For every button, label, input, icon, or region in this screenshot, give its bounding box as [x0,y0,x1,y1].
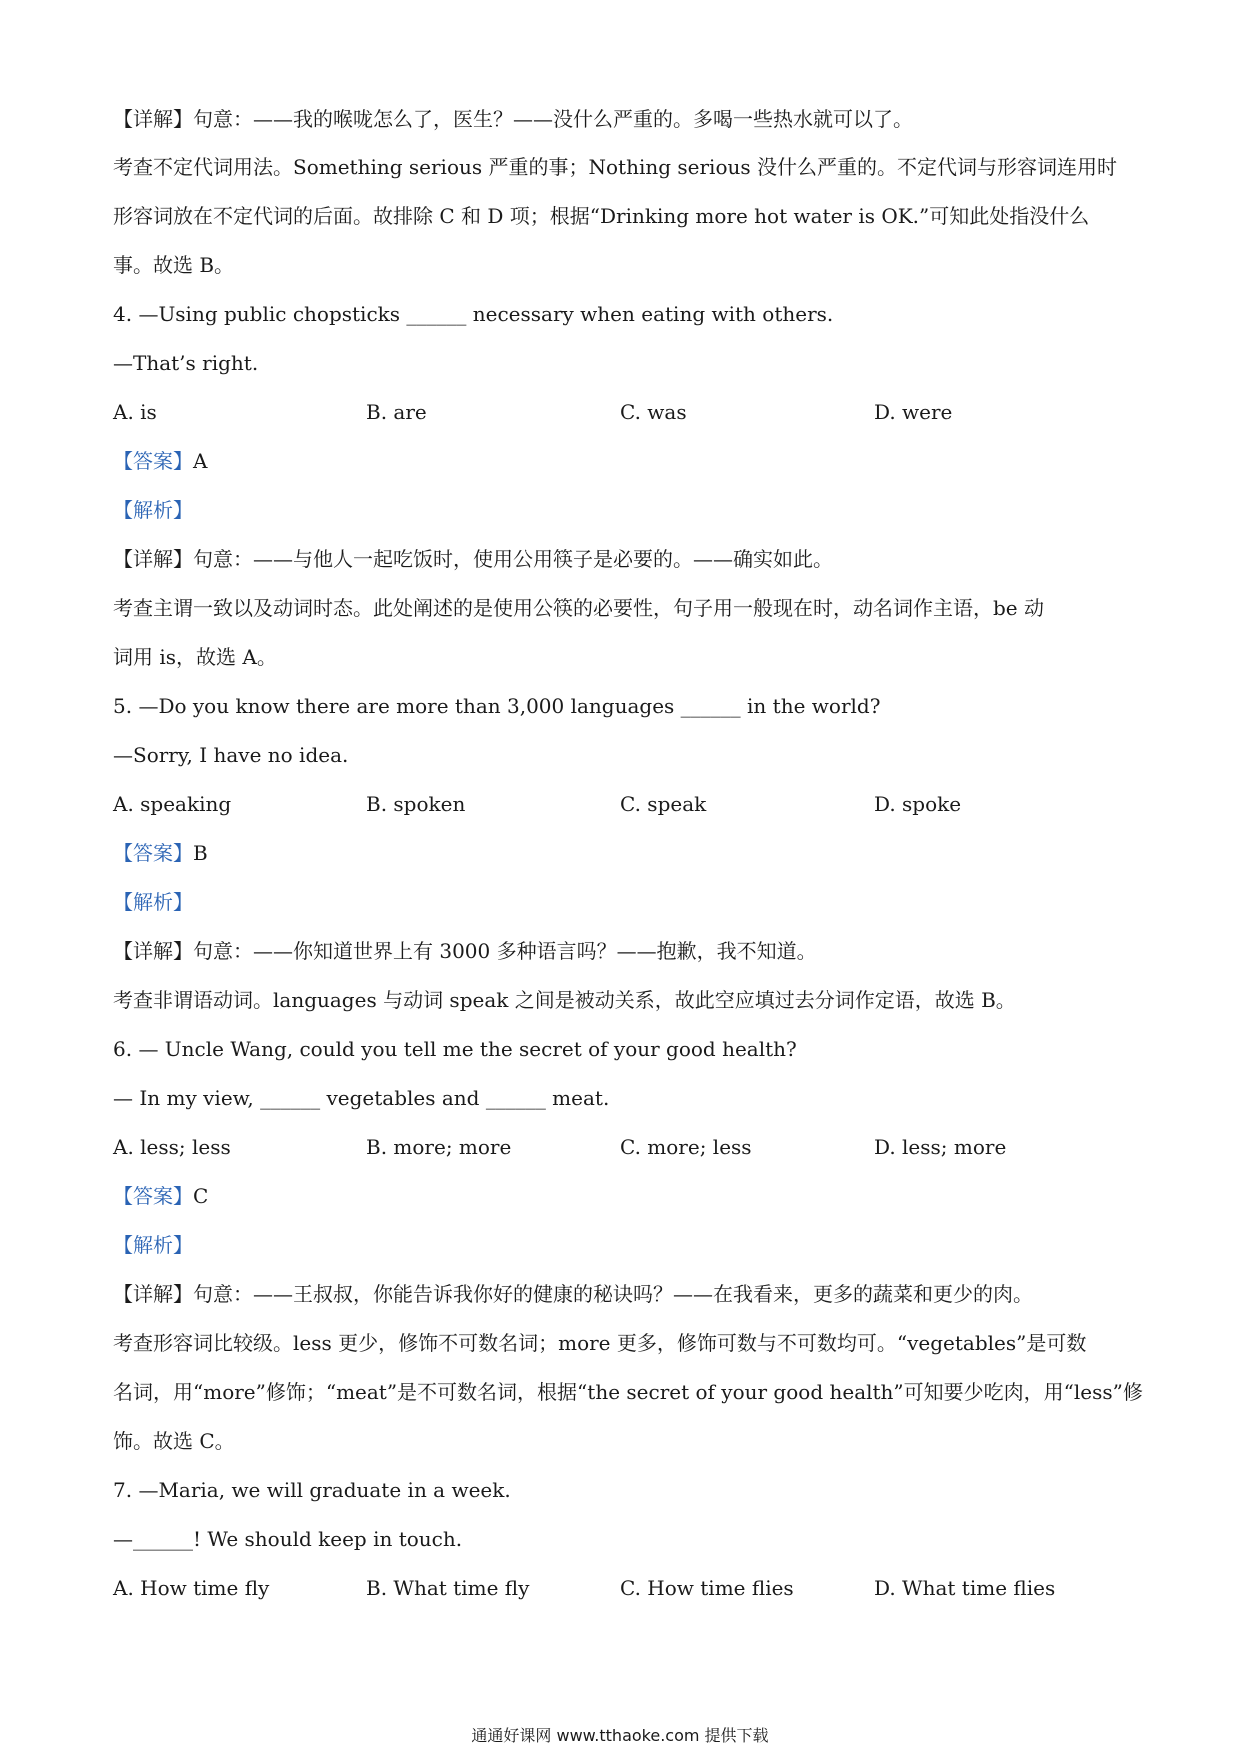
option-c: C. speak [620,792,707,816]
q6-options [113,1133,1113,1161]
answer-value: B [193,841,208,865]
answer-label: 【答案】 [113,449,193,473]
q5-analysis-line1: 考查非谓语动词。languages 与动词 speak 之间是被动关系，故此空应填过去分词作定语，故选 B。 [113,988,1016,1012]
answer-value: C [193,1184,209,1208]
q4-reply: —That’s right. [113,351,259,375]
option-d: D. What time flies [874,1576,1056,1600]
q4-analysis-line1: 考查主谓一致以及动词时态。此处阐述的是使用公筷的必要性，句子用一般现在时，动名词作主语，be 动 [113,596,1044,620]
q5-options [113,790,1113,818]
q7-reply: —______! We should keep in touch. [113,1527,463,1551]
q6-answer [113,1182,1140,1210]
q5-question: 5. —Do you know there are more than 3,000 languages ______ in the world? [113,694,881,718]
q7-question: 7. —Maria, we will graduate in a week. [113,1478,511,1502]
answer-value: A [193,449,208,473]
option-c: C. How time flies [620,1576,794,1600]
detail-text: 句意：——王叔叔，你能告诉我你好的健康的秘诀吗？——在我看来，更多的蔬菜和更少的肉。 [193,1282,1033,1306]
option-d: D. less; more [874,1135,1007,1159]
option-b: B. are [366,400,427,424]
q4-options [113,398,1113,426]
q5-reply: —Sorry, I have no idea. [113,743,349,767]
q6-analysis-line2: 名词，用“more”修饰；“meat”是不可数名词，根据“the secret of your good health”可知要少吃肉，用“less”修 [113,1380,1143,1404]
q6-analysis-line1: 考查形容词比较级。less 更少，修饰不可数名词；more 更多，修饰可数与不可数均可。“vegetables”是可数 [113,1331,1087,1355]
option-b: B. spoken [366,792,466,816]
option-a: A. less; less [113,1135,231,1159]
option-a: A. speaking [113,792,232,816]
detail-label: 【详解】 [113,107,193,131]
q4-answer [113,447,1140,475]
q4-question: 4. —Using public chopsticks ______ necessary when eating with others. [113,302,834,326]
detail-text: 句意：——与他人一起吃饭时，使用公用筷子是必要的。——确实如此。 [193,547,833,571]
option-c: C. more; less [620,1135,752,1159]
option-a: A. is [113,400,157,424]
q5-analysis-label: 【解析】 [113,890,193,914]
option-b: B. What time fly [366,1576,530,1600]
answer-label: 【答案】 [113,841,193,865]
q5-detail [113,937,1140,965]
q6-question: 6. — Uncle Wang, could you tell me the secret of your good health? [113,1037,797,1061]
detail-label: 【详解】 [113,547,193,571]
detail-label: 【详解】 [113,939,193,963]
q5-answer [113,839,1140,867]
option-d: D. were [874,400,953,424]
q6-reply: — In my view, ______ vegetables and ______ meat. [113,1086,610,1110]
option-d: D. spoke [874,792,962,816]
answer-label: 【答案】 [113,1184,193,1208]
option-a: A. How time fly [113,1576,270,1600]
q3-analysis-line3: 事。故选 B。 [113,253,235,277]
option-c: C. was [620,400,687,424]
q4-analysis-label: 【解析】 [113,498,193,522]
detail-text: 句意：——我的喉咙怎么了，医生？——没什么严重的。多喝一些热水就可以了。 [193,107,913,131]
q6-detail [113,1280,1140,1308]
detail-label: 【详解】 [113,1282,193,1306]
q6-analysis-label: 【解析】 [113,1233,193,1257]
q7-options [113,1574,1113,1602]
q3-detail [113,105,1140,133]
q6-analysis-line3: 饰。故选 C。 [113,1429,235,1453]
q4-detail [113,545,1140,573]
q3-analysis-line2: 形容词放在不定代词的后面。故排除 C 和 D 项；根据“Drinking more hot water is OK.”可知此处指没什么 [113,204,1090,228]
q3-analysis-line1: 考查不定代词用法。Something serious 严重的事；Nothing serious 没什么严重的。不定代词与形容词连用时 [113,155,1117,179]
q4-analysis-line2: 词用 is，故选 A。 [113,645,277,669]
detail-text: 句意：——你知道世界上有 3000 多种语言吗？——抱歉，我不知道。 [193,939,817,963]
page-footer: 通通好课网 www.tthaoke.com 提供下载 [471,1726,769,1745]
option-b: B. more; more [366,1135,512,1159]
